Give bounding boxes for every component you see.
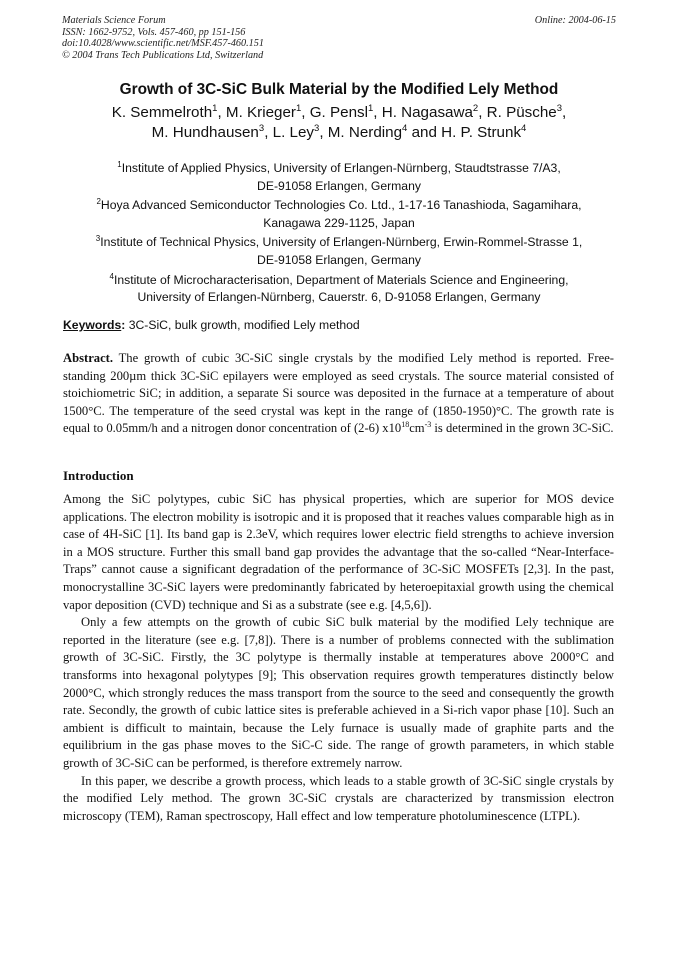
abstract-exponent: -3 [424,420,432,430]
abstract-unit: cm [409,421,425,436]
author-affil-sup: 1 [212,103,218,114]
affiliation-line: University of Erlangen-Nürnberg, Cauerstr. 6, D-91058 Erlangen, Germany [137,290,541,305]
author-affil-sup: 3 [258,123,265,134]
affiliation-sup: 2 [96,197,101,207]
author-name: M. Hundhausen [151,124,259,141]
abstract-text-end: is determined in the grown 3C-SiC. [431,421,614,436]
author-affil-sup: 4 [521,123,527,134]
author-separator: and [407,124,442,141]
affiliation-line: Institute of Technical Physics, University of Erlangen-Nürnberg, Erwin-Rommel-Strasse 1, [100,235,583,250]
author-line-2 [40,123,638,143]
abstract-text: The growth of cubic 3C-SiC single crystals by the modified Lely method is reported. Free-standing 200µm thick 3C-SiC epilayers were employed as seed crystals. The source material consisted of stoichiometric SiC; in addition, a separate Si source was deposited in the furnace at a temperature of about 1500°C. The temperature of the seed crystal was kept in the range of (1850-1950)°C. The growth rate is equal to 0.05mm/h and a nitrogen donor concentration of (2-6) x10 [63,351,614,436]
doi-line: doi:10.4028/www.scientific.net/MSF.457-460.151 [62,38,264,50]
abstract-exponent: 18 [401,420,410,430]
author-separator: , [319,124,328,141]
affiliation-list [62,160,616,309]
author-name: G. Pensl [309,104,368,121]
author-list [40,103,638,143]
affiliation-sup: 1 [117,160,122,169]
author-name: R. Püsche [486,104,557,121]
keywords-colon: : [121,318,126,332]
author-name: L. Ley [272,124,315,141]
affiliation-line: DE-91058 Erlangen, Germany [257,178,421,193]
author-name: M. Nerding [327,124,403,141]
affiliation-sup: 4 [109,271,114,281]
journal-header [62,15,616,61]
online-date: Online: 2004-06-15 [534,15,616,26]
author-affil-sup: 3 [314,123,320,134]
author-separator: , [301,104,310,121]
journal-name: Materials Science Forum [62,15,166,26]
author-separator: , [478,104,487,121]
affiliation-line: Institute of Applied Physics, University of Erlangen-Nürnberg, Staudtstrasse 7/A3, [121,161,561,175]
abstract [63,350,614,438]
affiliation-sup: 3 [95,234,101,244]
affiliation-line: Kanagawa 229-1125, Japan [263,215,415,230]
author-affil-sup: 4 [402,123,408,134]
introduction-heading: Introduction [63,468,134,483]
author-name: M. Krieger [225,104,296,121]
issn-line: ISSN: 1662-9752, Vols. 457-460, pp 151-156 [62,26,246,38]
affiliation-line: Hoya Advanced Semiconductor Technologies Co. Ltd., 1-17-16 Tanashioda, Sagamihara, [100,198,582,213]
author-affil-sup: 2 [472,103,479,114]
author-affil-sup: 1 [367,103,374,114]
introduction-paragraph: Among the SiC polytypes, cubic SiC has physical properties, which are superior for MOS device applications. The electron mobility is isotropic and it is proposed that it reaches values comparable high as in case of 4H-SiC [1]. Its band gap is 2.3eV, which requires lower electric field strengths to achieve inversion in a MOS structure. Further this small band gap provides the advantage that the so-called “Near-Interface-Traps” cannot cause a significant degradation of the performance of 3C-SiC MOSFETs [2,3]. In the past, monocrystalline 3C-SiC layers were predominantly fabricated by heteroepitaxial growth using the chemical vapor deposition (CVD) technique and Si as a substrate (see e.g. [4,5,6]). [63,492,614,612]
keywords-label: Keywords [63,318,122,332]
introduction-body [63,491,614,825]
author-separator: , [373,104,382,121]
author-name: H. P. Strunk [441,124,522,141]
paper-title: Growth of 3C-SiC Bulk Material by the Modified Lely Method [119,81,559,98]
affiliation-2 [62,197,616,232]
introduction-paragraph: Only a few attempts on the growth of cubic SiC bulk material by the modified Lely technique are reported in the literature (see e.g. [7,8]). There is a number of problems connected with the sublimation growth of 3C-SiC. Firstly, the 3C polytype is thermally instable at temperatures above 2000°C and transforms into hexagonal polytypes [9]; This observation requires growth temperatures distinctly below 2000°C, which strongly reduces the mass transport from the source to the seed and consequently the growth rate. Secondly, the growth of cubic lattice sites is preferable achieved in a Si-rich vapor phase [10]. Such an ambient is difficult to maintain, because the Lely furnace is usually made of graphite parts and the equilibrium in the gas phase moves to the SiC-C side. The range of growth parameters, in which stable growth of 3C-SiC can be performed, is therefore extremely narrow. [63,615,614,770]
copyright-line: © 2004 Trans Tech Publications Ltd, Switzerland [62,49,264,61]
affiliation-1 [62,160,616,195]
abstract-label: Abstract. [63,351,114,365]
affiliation-line: DE-91058 Erlangen, Germany [257,252,421,267]
affiliation-4 [62,272,616,307]
introduction-paragraph: In this paper, we describe a growth process, which leads to a stable growth of 3C-SiC single crystals by the modified Lely method. The grown 3C-SiC crystals are characterized by transmission electron microscopy (TEM), Raman spectroscopy, Hall effect and low temperature photoluminescence (LTPL). [63,773,614,823]
author-separator: , [264,124,273,141]
author-separator: , [562,104,567,121]
author-affil-sup: 1 [295,103,302,114]
keywords-line [63,317,617,333]
keywords-text: 3C-SiC, bulk growth, modified Lely method [125,318,360,332]
affiliation-3 [62,234,616,269]
author-name: K. Semmelroth [111,104,213,121]
author-affil-sup: 3 [556,103,563,114]
author-separator: , [217,104,226,121]
author-name: H. Nagasawa [381,104,473,121]
author-line-1 [40,103,638,123]
affiliation-line: Institute of Microcharacterisation, Department of Materials Science and Engineering, [113,272,569,287]
